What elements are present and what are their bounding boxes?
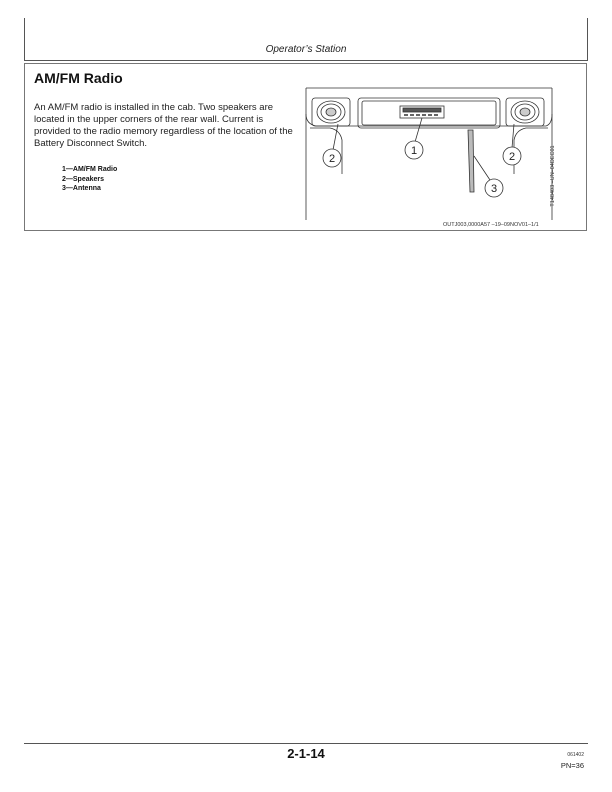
figure-legend <box>62 165 117 194</box>
pn-number: PN=36 <box>560 761 584 770</box>
speaker-right-cone-center <box>520 108 530 116</box>
section-body: An AM/FM radio is installed in the cab. Two speakers are located in the upper corners of the rear wall. Current is provided to the radio memory regardless of the location of the Battery Disconnect Switch. <box>34 102 293 149</box>
legend-item: 1—AM/FM Radio <box>62 166 118 173</box>
page-number: 2-1-14 <box>287 746 325 761</box>
legend-item: 2—Speakers <box>62 175 105 183</box>
legend-item: 3—Antenna <box>62 185 101 192</box>
header-rule <box>24 60 588 61</box>
leader-antenna <box>474 156 490 180</box>
figure-reference: OUTJ003,0000A57 –19–09NOV01–1/1 <box>443 222 539 228</box>
callout-label: 2 <box>328 153 336 165</box>
leader-radio <box>415 118 422 142</box>
radio-illustration <box>300 84 558 220</box>
image-code: T148403 –UN–04DEC01 <box>550 145 556 207</box>
callout-label: 2 <box>508 151 516 163</box>
date-code: 061402 <box>567 752 584 758</box>
callout-label: 1 <box>410 145 418 157</box>
antenna <box>468 130 474 192</box>
radio-display <box>403 108 441 112</box>
callout-label: 3 <box>490 183 498 195</box>
footer-rule <box>24 743 588 744</box>
speaker-left-cone-center <box>326 108 336 116</box>
running-head: Operator’s Station <box>265 44 347 55</box>
leader-speaker-left <box>333 124 338 150</box>
section-title: AM/FM Radio <box>34 70 123 86</box>
